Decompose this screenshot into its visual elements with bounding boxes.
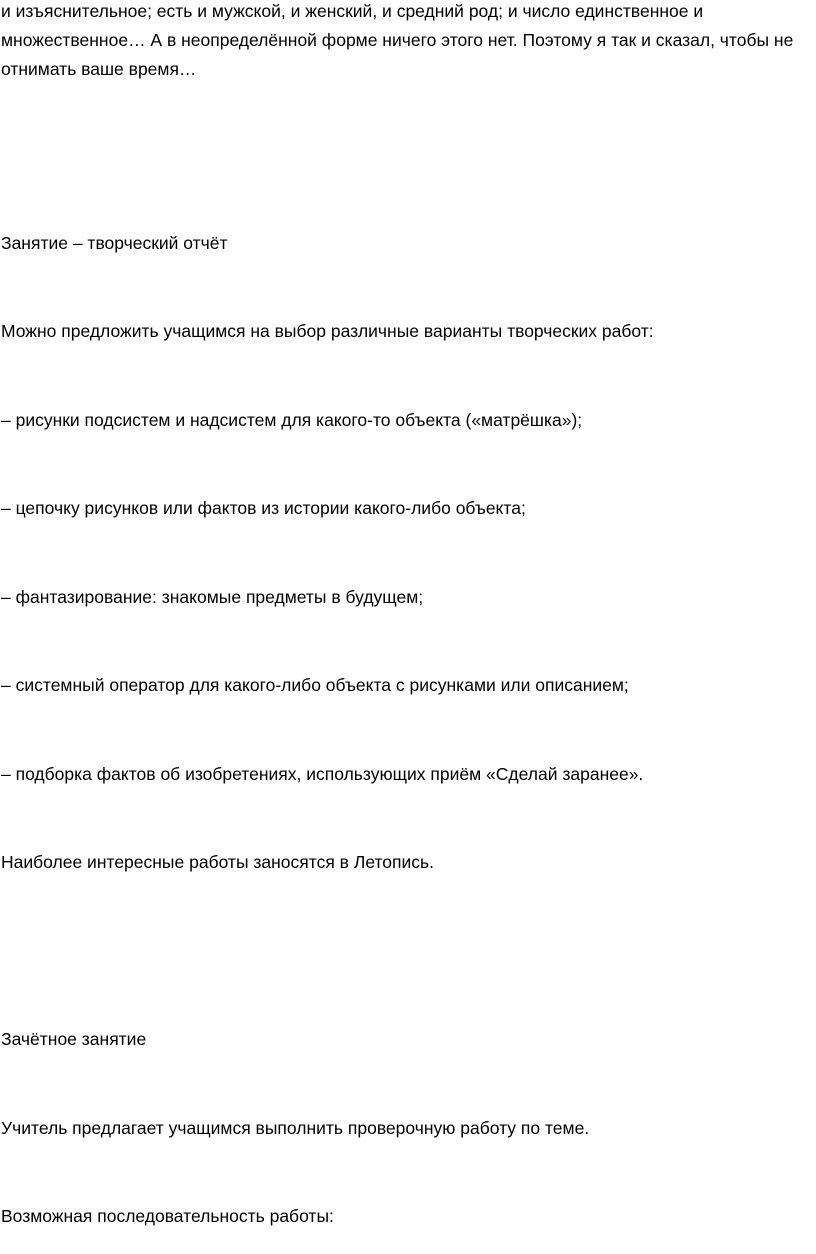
intro-line: и изъяснительное; есть и мужской, и женский, и средний род; и число единственное и <box>1 1 704 21</box>
list-item: – цепочку рисунков или фактов из истории какого-либо объекта; <box>1 498 526 518</box>
list-item: – системный оператор для какого-либо объекта с рисунками или описанием; <box>1 675 629 695</box>
list-item: – рисунки подсистем и надсистем для какого-то объекта («матрёшка»); <box>1 410 583 430</box>
sequence-paragraph: Возможная последовательность работы: <box>1 1206 334 1226</box>
list-item: – фантазирование: знакомые предметы в будущем; <box>1 587 424 607</box>
list-item: – подборка фактов об изобретениях, использующих приём «Сделай заранее». <box>1 764 644 784</box>
intro-paragraph <box>1 0 811 84</box>
offer-paragraph: Можно предложить учащимся на выбор различные варианты творческих работ: <box>1 321 654 341</box>
section-heading-creative-report: Занятие – творческий отчёт <box>1 233 228 253</box>
section-heading-test-lesson: Зачётное занятие <box>1 1029 147 1049</box>
chronicle-paragraph: Наиболее интересные работы заносятся в Летопись. <box>1 852 435 872</box>
teacher-paragraph: Учитель предлагает учащимся выполнить проверочную работу по теме. <box>1 1118 590 1138</box>
intro-line: множественное… А в неопределённой форме ничего этого нет. Поэтому я так и сказал, чтобы не <box>1 30 794 50</box>
intro-line: отнимать ваше время… <box>1 59 197 79</box>
